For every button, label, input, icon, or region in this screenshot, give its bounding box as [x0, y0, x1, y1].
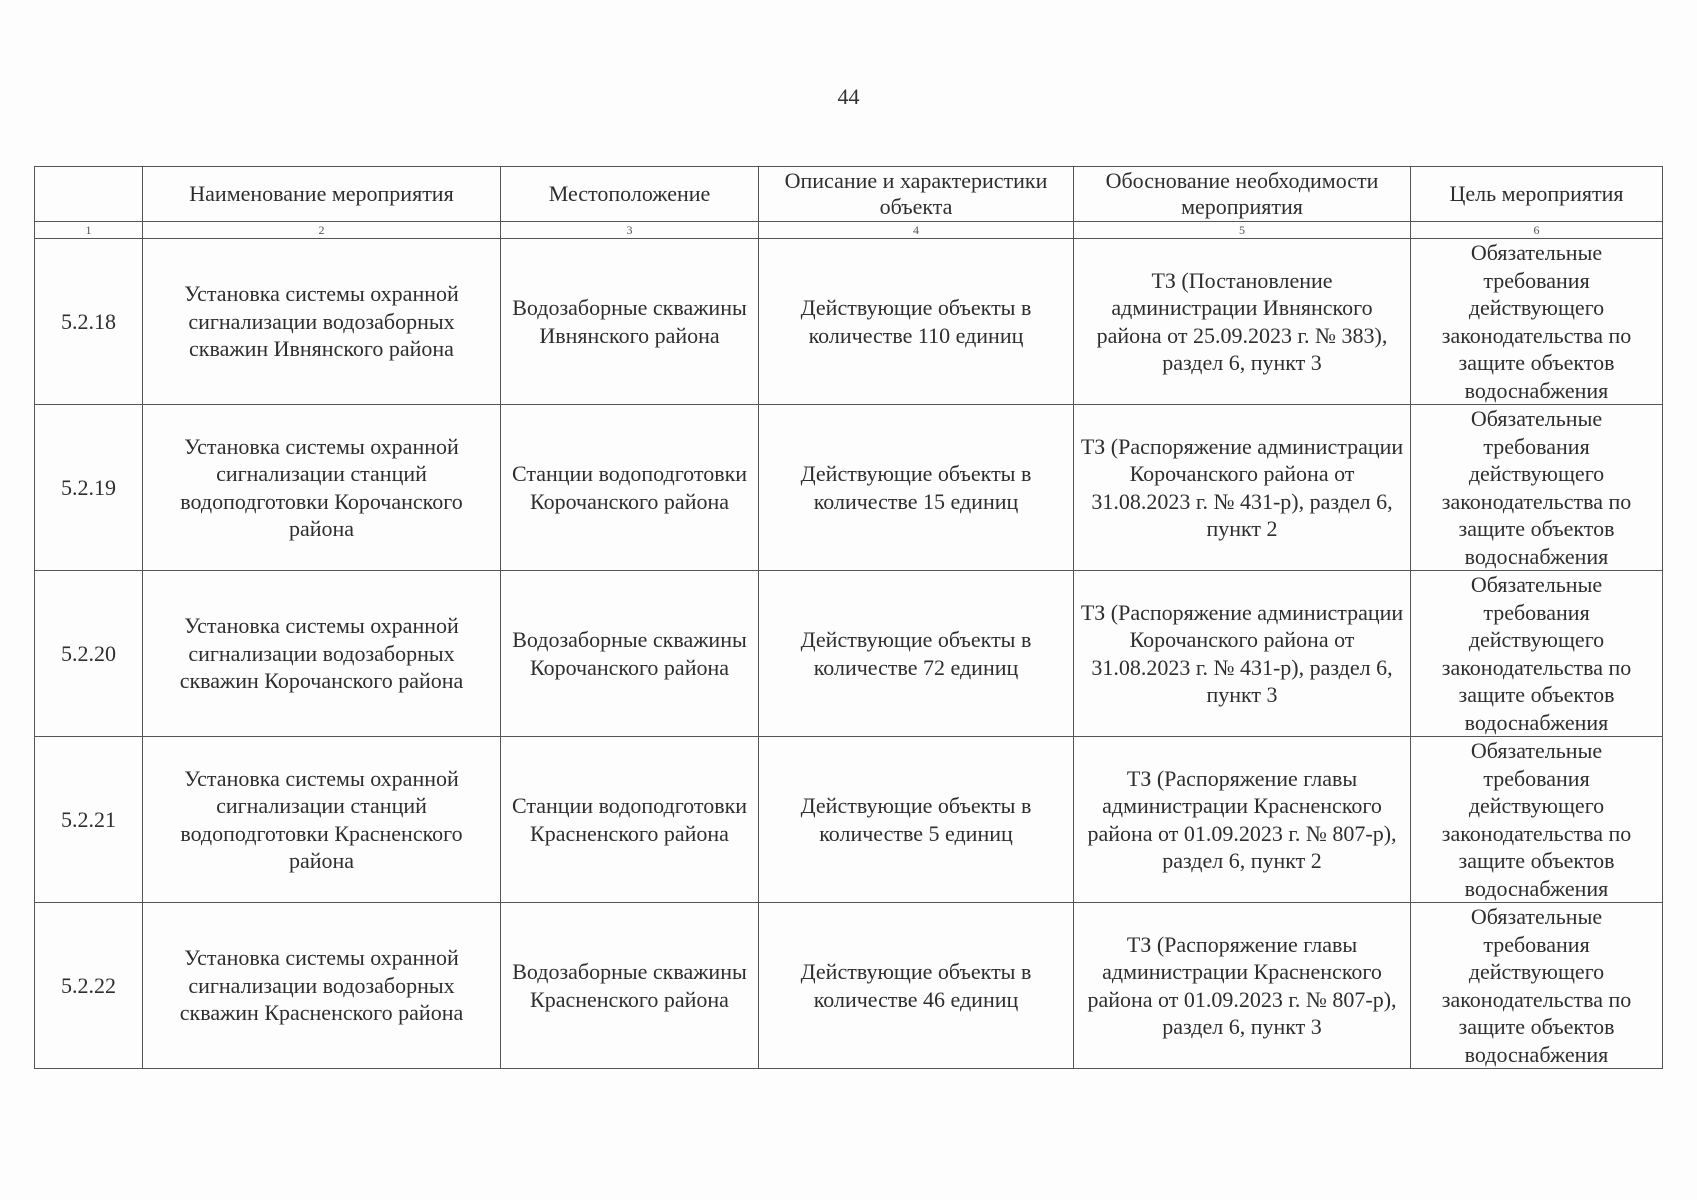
header-name: Наименование мероприятия	[143, 167, 501, 222]
header-justification: Обоснование необходимости мероприятия	[1074, 167, 1411, 222]
measure-justification: ТЗ (Распоряжение главы администрации Красненского района от 01.09.2023 г. № 807-р), раздел 6, пункт 3	[1074, 903, 1411, 1069]
measure-justification: ТЗ (Распоряжение администрации Корочанского района от 31.08.2023 г. № 431-р), раздел 6, пункт 3	[1074, 571, 1411, 737]
table-row	[35, 405, 1663, 571]
column-number: 2	[143, 222, 501, 239]
column-number: 1	[35, 222, 143, 239]
measure-description: Действующие объекты в количестве 46 единиц	[759, 903, 1074, 1069]
table-row	[35, 737, 1663, 903]
measure-justification: ТЗ (Распоряжение главы администрации Красненского района от 01.09.2023 г. № 807-р), раздел 6, пункт 2	[1074, 737, 1411, 903]
row-number: 5.2.22	[35, 903, 143, 1069]
measure-description: Действующие объекты в количестве 5 единиц	[759, 737, 1074, 903]
measures-table	[34, 166, 1663, 1069]
column-number: 4	[759, 222, 1074, 239]
column-number: 6	[1411, 222, 1663, 239]
measure-name: Установка системы охранной сигнализации водозаборных скважин Ивнянского района	[143, 239, 501, 405]
header-description: Описание и характеристики объекта	[759, 167, 1074, 222]
measure-location: Водозаборные скважины Корочанского района	[501, 571, 759, 737]
measure-name: Установка системы охранной сигнализации станций водоподготовки Красненского района	[143, 737, 501, 903]
measure-description: Действующие объекты в количестве 110 единиц	[759, 239, 1074, 405]
page-number: 44	[837, 84, 860, 109]
row-number: 5.2.19	[35, 405, 143, 571]
row-number: 5.2.20	[35, 571, 143, 737]
measure-goal: Обязательные требования действующего законодательства по защите объектов водоснабжения	[1411, 239, 1663, 405]
row-number: 5.2.21	[35, 737, 143, 903]
measure-location: Водозаборные скважины Красненского района	[501, 903, 759, 1069]
row-number: 5.2.18	[35, 239, 143, 405]
measure-justification: ТЗ (Распоряжение администрации Корочанского района от 31.08.2023 г. № 431-р), раздел 6, пункт 2	[1074, 405, 1411, 571]
measure-location: Станции водоподготовки Корочанского района	[501, 405, 759, 571]
table-row	[35, 571, 1663, 737]
header-goal: Цель мероприятия	[1411, 167, 1663, 222]
measure-goal: Обязательные требования действующего законодательства по защите объектов водоснабжения	[1411, 405, 1663, 571]
header-row	[35, 167, 1663, 222]
header-location: Местоположение	[501, 167, 759, 222]
header-number	[35, 167, 143, 222]
column-number: 5	[1074, 222, 1411, 239]
measure-name: Установка системы охранной сигнализации водозаборных скважин Красненского района	[143, 903, 501, 1069]
column-numbers-row	[35, 222, 1663, 239]
column-number: 3	[501, 222, 759, 239]
measure-description: Действующие объекты в количестве 72 единиц	[759, 571, 1074, 737]
measure-goal: Обязательные требования действующего законодательства по защите объектов водоснабжения	[1411, 737, 1663, 903]
measure-justification: ТЗ (Постановление администрации Ивнянского района от 25.09.2023 г. № 383), раздел 6, пункт 3	[1074, 239, 1411, 405]
table-row	[35, 903, 1663, 1069]
table-row	[35, 239, 1663, 405]
measure-goal: Обязательные требования действующего законодательства по защите объектов водоснабжения	[1411, 903, 1663, 1069]
measure-location: Станции водоподготовки Красненского района	[501, 737, 759, 903]
measure-name: Установка системы охранной сигнализации станций водоподготовки Корочанского района	[143, 405, 501, 571]
measure-name: Установка системы охранной сигнализации водозаборных скважин Корочанского района	[143, 571, 501, 737]
measure-goal: Обязательные требования действующего законодательства по защите объектов водоснабжения	[1411, 571, 1663, 737]
measure-location: Водозаборные скважины Ивнянского района	[501, 239, 759, 405]
measure-description: Действующие объекты в количестве 15 единиц	[759, 405, 1074, 571]
